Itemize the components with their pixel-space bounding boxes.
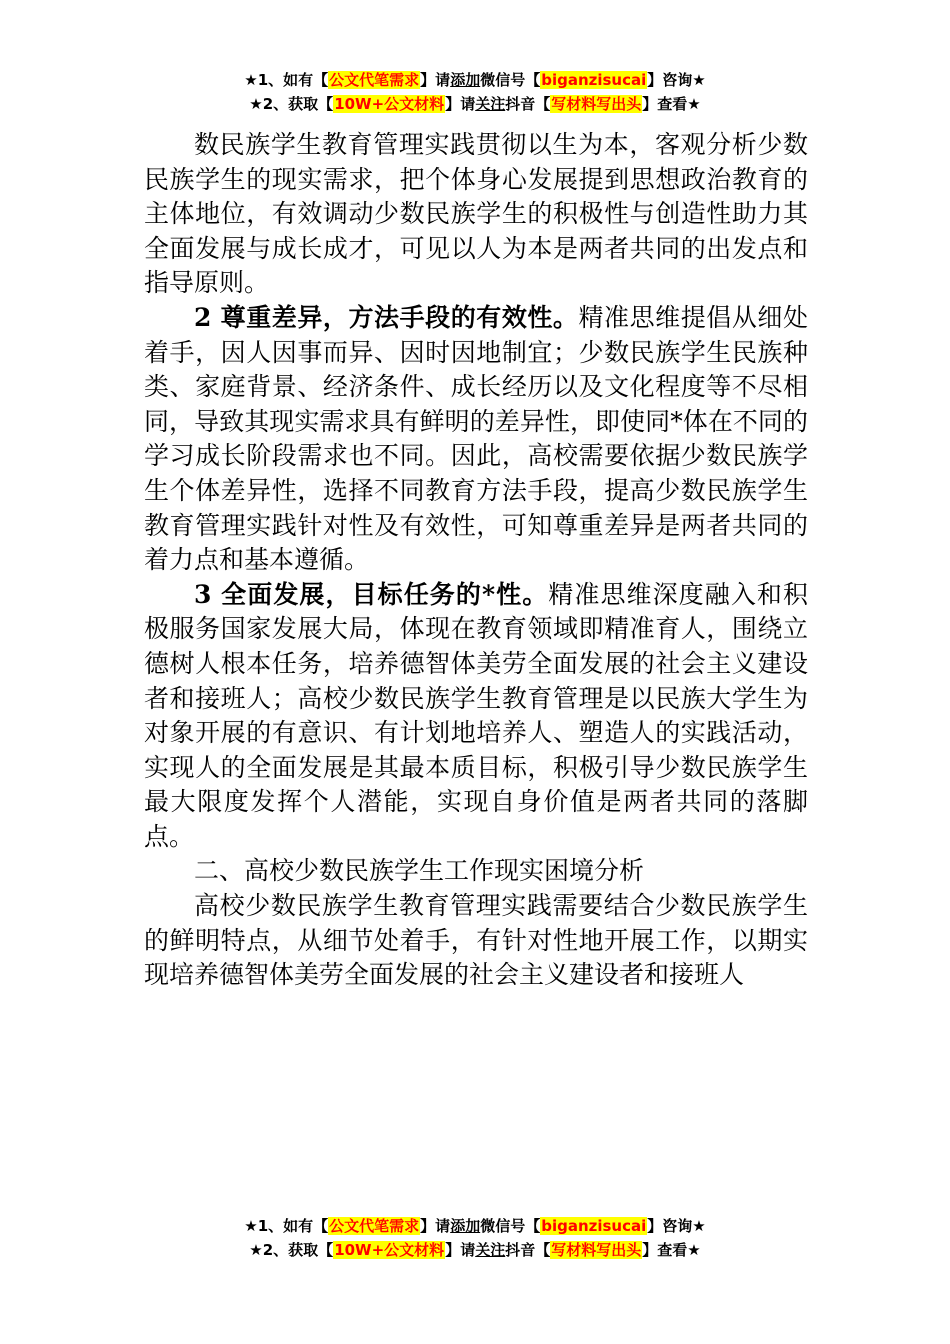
paragraph (144, 301, 808, 578)
banner-highlight: 公文代笔需求 (329, 1217, 420, 1235)
section-heading: 二、高校少数民族学生工作现实困境分析 (194, 856, 645, 886)
banner-text: 】查看★ (642, 95, 701, 113)
banner-text: 】请 (445, 95, 476, 113)
paragraph: 数民族学生教育管理实践贯彻以生为本，客观分析少数民族学生的现实需求，把个体身心发展提到思想政治教育的主体地位，有效调动少数民族学生的积极性与创造性助力其全面发展与成长成才，可见以人为本是两者共同的出发点和指导原则。 (144, 130, 808, 298)
header-banner (0, 68, 950, 116)
banner-highlight: 写材料写出头 (551, 95, 642, 113)
banner-highlight: 10W+公文材料 (334, 95, 445, 113)
banner-text: 】请 (420, 1217, 451, 1235)
document-body (144, 128, 808, 993)
banner-highlight: biganzisucai (541, 71, 647, 89)
banner-highlight: 写材料写出头 (551, 1241, 642, 1259)
banner-underlined-text: 关注 (475, 95, 506, 113)
banner-highlight: biganzisucai (541, 1217, 647, 1235)
banner-highlight: 公文代笔需求 (329, 71, 420, 89)
banner-line-1 (0, 68, 950, 92)
banner-text: 】请 (445, 1241, 476, 1259)
paragraph-lead: 2 尊重差异，方法手段的有效性。 (194, 302, 579, 332)
banner-text: 】咨询★ (647, 1217, 706, 1235)
banner-text: 微信号【 (480, 1217, 541, 1235)
banner-text: ★2、获取【 (249, 95, 334, 113)
paragraph: 高校少数民族学生教育管理实践需要结合少数民族学生的鲜明特点，从细节处着手，有针对性地开展工作，以期实现培养德智体美劳全面发展的社会主义建设者和接班人 (144, 891, 808, 990)
banner-text: 微信号【 (480, 71, 541, 89)
banner-line-1 (0, 1214, 950, 1238)
banner-underlined-text: 关注 (475, 1241, 506, 1259)
banner-text: 抖音【 (505, 1241, 551, 1259)
banner-text: ★1、如有【 (244, 71, 329, 89)
banner-text: ★1、如有【 (244, 1217, 329, 1235)
banner-text: 】请 (420, 71, 451, 89)
banner-line-2 (0, 1238, 950, 1262)
banner-underlined-text: 添加 (450, 71, 481, 89)
banner-text: 】查看★ (642, 1241, 701, 1259)
banner-text: 抖音【 (505, 95, 551, 113)
paragraph-text: 精准思维深度融入和积极服务国家发展大局，体现在教育领域即精准育人，围绕立德树人根本任务，培养德智体美劳全面发展的社会主义建设者和接班人；高校少数民族学生教育管理是以民族大学生为对象开展的有意识、有计划地培养人、塑造人的实践活动，实现人的全面发展是其最本质目标，积极引导少数民族学生最大限度发挥个人潜能，实现自身价值是两者共同的落脚点。 (144, 579, 808, 851)
footer-banner (0, 1214, 950, 1262)
banner-text: 】咨询★ (647, 71, 706, 89)
banner-highlight: 10W+公文材料 (334, 1241, 445, 1259)
banner-text: ★2、获取【 (249, 1241, 334, 1259)
paragraph-lead: 3 全面发展，目标任务的*性。 (194, 579, 549, 609)
banner-line-2 (0, 92, 950, 116)
paragraph-text: 精准思维提倡从细处着手，因人因事而异、因时因地制宜；少数民族学生民族种类、家庭背景、经济条件、成长经历以及文化程度等不尽相同，导致其现实需求具有鲜明的差异性，即使同*体在不同的学习成长阶段需求也不同。因此，高校需要依据少数民族学生个体差异性，选择不同教育方法手段，提高少数民族学生教育管理实践针对性及有效性，可知尊重差异是两者共同的着力点和基本遵循。 (144, 302, 808, 575)
paragraph (144, 578, 808, 855)
banner-underlined-text: 添加 (450, 1217, 481, 1235)
